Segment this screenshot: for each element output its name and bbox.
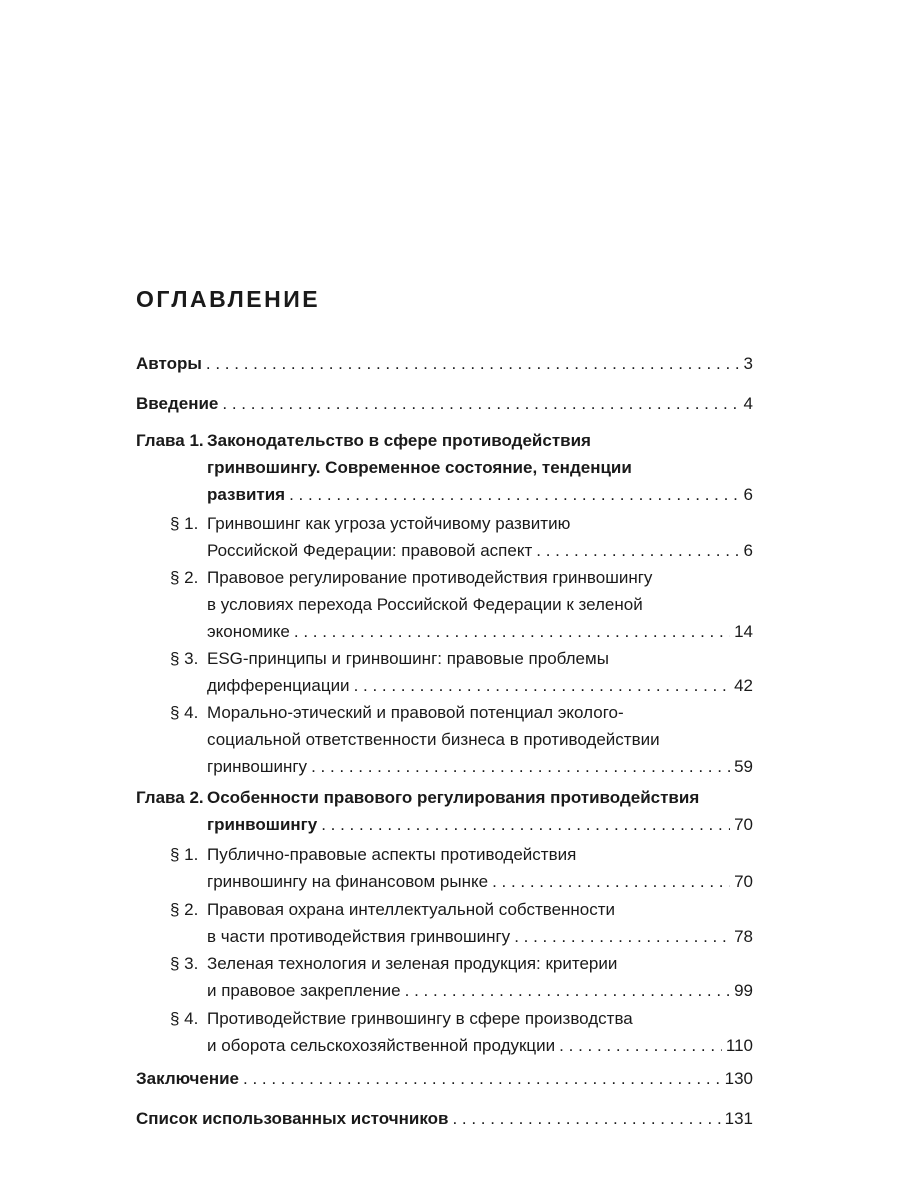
toc-page-number: 78 [734,927,753,946]
toc-section-1-3[interactable] [170,645,753,699]
toc-page-number: 6 [743,485,753,504]
toc-page-number: 42 [734,676,753,695]
toc-page-number: 110 [725,1036,753,1055]
toc-page-number: 6 [743,541,753,560]
dot-leader [243,1065,721,1092]
dot-leader [354,672,731,699]
toc-entry-intro[interactable] [136,390,753,417]
dot-leader [289,481,739,508]
toc-entry-conclusion[interactable] [136,1065,753,1092]
section-title-line: социальной ответственности бизнеса в противодействии [207,730,660,749]
dot-leader [405,977,730,1004]
dot-leader [536,537,739,564]
toc-section-2-1[interactable] [170,841,753,895]
section-title-line: Российской Федерации: правовой аспект [207,541,533,560]
toc-entry-text: Авторы [136,354,202,373]
section-label: § 4. [170,1009,199,1028]
section-title-line: Зеленая технология и зеленая продукция: критерии [207,954,618,973]
section-title-line: Публично-правовые аспекты противодействия [207,845,577,864]
section-label: § 1. [170,514,199,533]
section-title-line: гринвошингу на финансовом рынке [207,872,489,891]
toc-section-1-4[interactable] [170,699,753,780]
page-title: ОГЛАВЛЕНИЕ [136,286,321,312]
section-title-line: экономике [207,622,290,641]
chapter-title-line: Особенности правового регулирования противодействия [207,788,700,807]
toc-page-number: 70 [734,872,753,891]
toc-section-2-4[interactable] [170,1005,753,1059]
toc-section-2-3[interactable] [170,950,753,1004]
section-label: § 2. [170,568,199,587]
chapter-title-line: Законодательство в сфере противодействия [207,431,591,450]
chapter-label: Глава 2. [136,788,204,807]
toc-page-number: 130 [724,1069,753,1088]
section-label: § 4. [170,703,199,722]
toc-page-number: 59 [734,757,753,776]
section-title-line: Правовое регулирование противодействия гринвошингу [207,568,653,587]
chapter-title-line: гринвошингу. Современное состояние, тенденции [207,458,632,477]
section-label: § 3. [170,649,199,668]
section-title-line: гринвошингу [207,757,308,776]
section-title-line: в условиях перехода Российской Федерации к зеленой [207,595,643,614]
section-title-line: дифференциации [207,676,350,695]
section-label: § 2. [170,900,199,919]
section-title-line: ESG-принципы и гринвошинг: правовые проблемы [207,649,609,668]
dot-leader [559,1032,722,1059]
section-title-line: и оборота сельскохозяйственной продукции [207,1036,556,1055]
toc-chapter-1[interactable] [136,427,753,508]
chapter-label: Глава 1. [136,431,204,450]
section-title-line: в части противодействия гринвошингу [207,927,511,946]
toc-page-number: 4 [743,394,753,413]
dot-leader [311,753,730,780]
toc-page-number: 131 [724,1109,753,1128]
toc-section-1-2[interactable] [170,564,753,645]
toc-entry-text: Список использованных источников [136,1109,449,1128]
dot-leader [321,811,730,838]
dot-leader [514,923,730,950]
dot-leader [452,1105,720,1132]
toc-page-number: 14 [734,622,753,641]
section-title-line: Гринвошинг как угроза устойчивому развитию [207,514,571,533]
toc-page-number: 70 [734,815,753,834]
chapter-title-line: гринвошингу [207,815,318,834]
dot-leader [206,350,740,377]
section-title-line: Противодействие гринвошингу в сфере производства [207,1009,633,1028]
toc-section-2-2[interactable] [170,896,753,950]
section-title-line: Правовая охрана интеллектуальной собственности [207,900,616,919]
toc-page-number: 3 [743,354,753,373]
toc-entry-text: Заключение [136,1069,239,1088]
section-label: § 3. [170,954,199,973]
toc-entry-text: Введение [136,394,219,413]
dot-leader [294,618,730,645]
toc-chapter-2[interactable] [136,784,753,838]
section-title-line: Морально-этический и правовой потенциал эколого- [207,703,624,722]
dot-leader [492,868,730,895]
toc-page-number: 99 [734,981,753,1000]
section-title-line: и правовое закрепление [207,981,401,1000]
toc-section-1-1[interactable] [170,510,753,564]
toc-entry-sources[interactable] [136,1105,753,1132]
section-label: § 1. [170,845,199,864]
chapter-title-line: развития [207,485,286,504]
dot-leader [222,390,739,417]
toc-entry-authors[interactable] [136,350,753,377]
